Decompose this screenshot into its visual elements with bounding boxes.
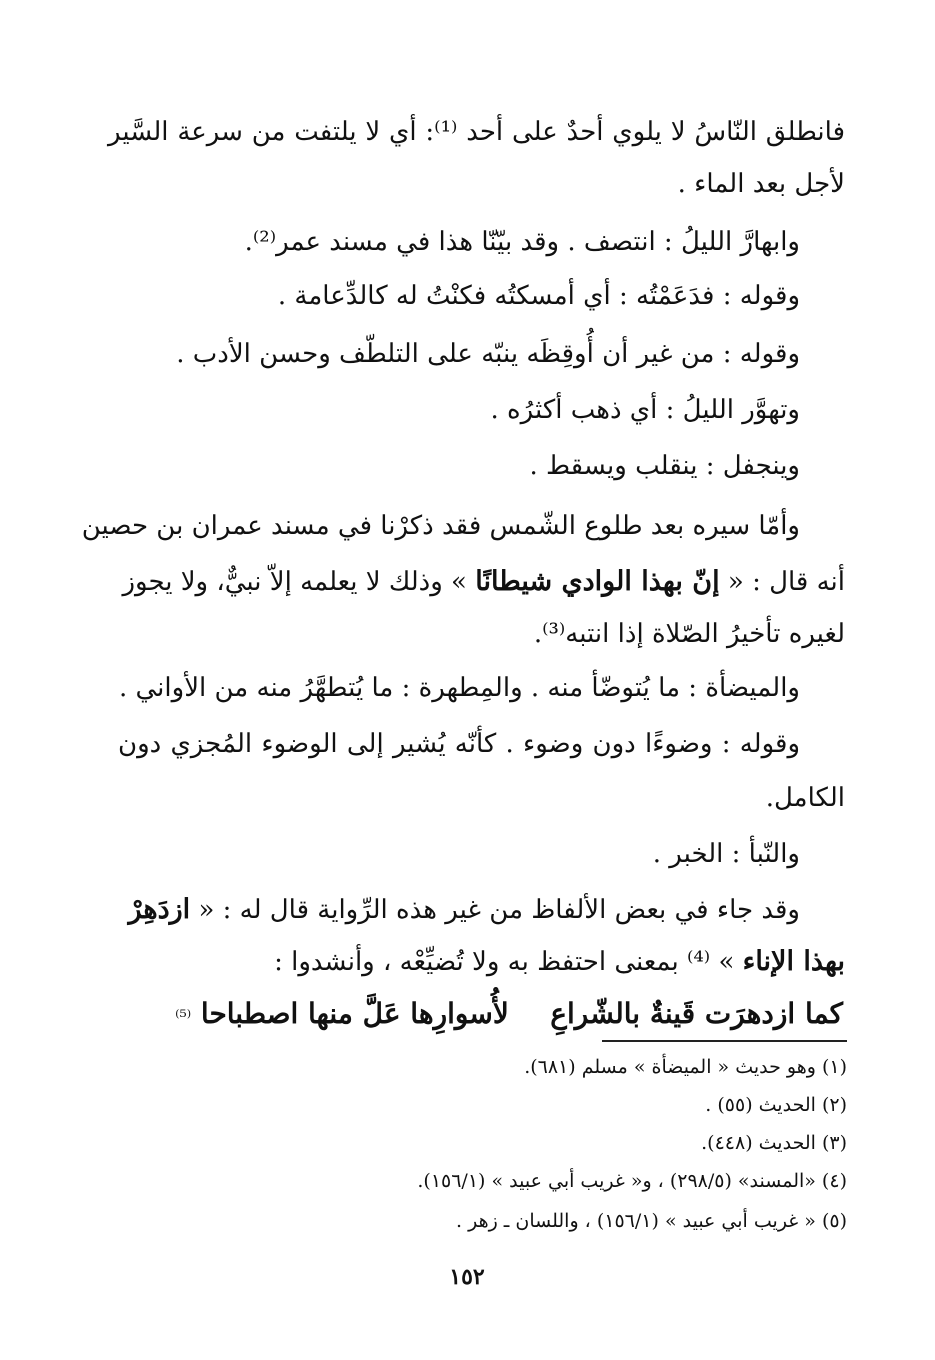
verse-hemistich-1: كما ازدهرَت قَينةٌ بالشّراعِ	[550, 997, 843, 1030]
text-line: وقوله : وضوءًا دون وضوء . كأنّه يُشير إلى الوضوء المُجزي دون	[118, 729, 800, 759]
footnote: (٥) « غريب أبي عبيد » (١٥٦/١) ، واللسان ـ زهر .	[456, 1210, 847, 1232]
azdahir-quote: ازدَهِرْ	[128, 894, 191, 925]
line-suffix: ⁽⁴⁾ بمعنى احتفظ به ولا تُضيِّعْه ، وأنشدوا :	[274, 947, 711, 977]
footnote-mark: ⁽⁵⁾	[175, 1007, 192, 1028]
text-line: وابهارَّ الليلُ : انتصف . وقد بيّنّا هذا في مسند عمر⁽²⁾.	[244, 227, 800, 257]
line-prefix: وقد جاء في بعض الألفاظ من غير هذه الرِّواية قال له : «	[198, 895, 800, 925]
footnote: (٤) «المسند» (٢٩٨/٥) ، و« غريب أبي عبيد » (١٥٦/١).	[417, 1170, 847, 1192]
text-line: وتهوَّر الليلُ : أي ذهب أكثرُه .	[490, 395, 800, 425]
footnote: (٢) الحديث (٥٥) .	[705, 1094, 847, 1116]
line-prefix: أنه قال : «	[727, 567, 845, 597]
text-line: لغيره تأخيرُ الصّلاة إذا انتبه⁽³⁾.	[533, 619, 845, 649]
text-line: لأجل بعد الماء .	[677, 169, 845, 199]
text-line: وينجفل : ينقلب ويسقط .	[529, 451, 800, 481]
text-line	[128, 890, 800, 930]
text-line	[122, 562, 845, 602]
text-line: وقوله : من غير أن أُوقِظَه ينبّه على التلطّف وحسن الأدب .	[176, 339, 800, 369]
verse-hemistich-2: لأُسوارِها عَلَّ منها اصطباحا	[200, 997, 509, 1030]
page-number: ١٥٢	[449, 1264, 485, 1290]
footnote-separator	[602, 1040, 847, 1042]
verse-line	[175, 994, 843, 1034]
line-suffix: وذلك لا يعلمه إلاّ نبيٌّ، ولا يجوز	[122, 567, 443, 597]
text-line: وقوله : فدَعَمْتُه : أي أمسكتُه فكنْتُ له كالدِّعامة .	[277, 281, 800, 311]
quote-close: »	[451, 567, 467, 597]
text-line: وأمّا سيره بعد طلوع الشّمس فقد ذكرْنا في مسند عمران بن حصين	[81, 511, 800, 541]
text-line: والنّبأ : الخبر .	[652, 839, 800, 869]
text-line	[274, 942, 845, 982]
footnote: (٣) الحديث (٤٤٨).	[701, 1132, 847, 1154]
hadith-quote: إنّ بهذا الوادي شيطانًا	[475, 566, 720, 597]
text-line: والميضأة : ما يُتوضّأ منه . والمِطهرة : ما يُتطهَّرُ منه من الأواني .	[118, 673, 800, 703]
azdahir-quote-cont: بهذا الإناء	[742, 946, 845, 977]
text-line: الكامل.	[765, 783, 845, 813]
quote-close: »	[718, 947, 735, 977]
footnote: (١) وهو حديث « الميضأة » مسلم (٦٨١).	[524, 1056, 847, 1078]
text-line: فانطلق النّاسُ لا يلوي أحدٌ على أحد ⁽¹⁾: أي لا يلتفت من سرعة السَّير	[108, 117, 846, 147]
